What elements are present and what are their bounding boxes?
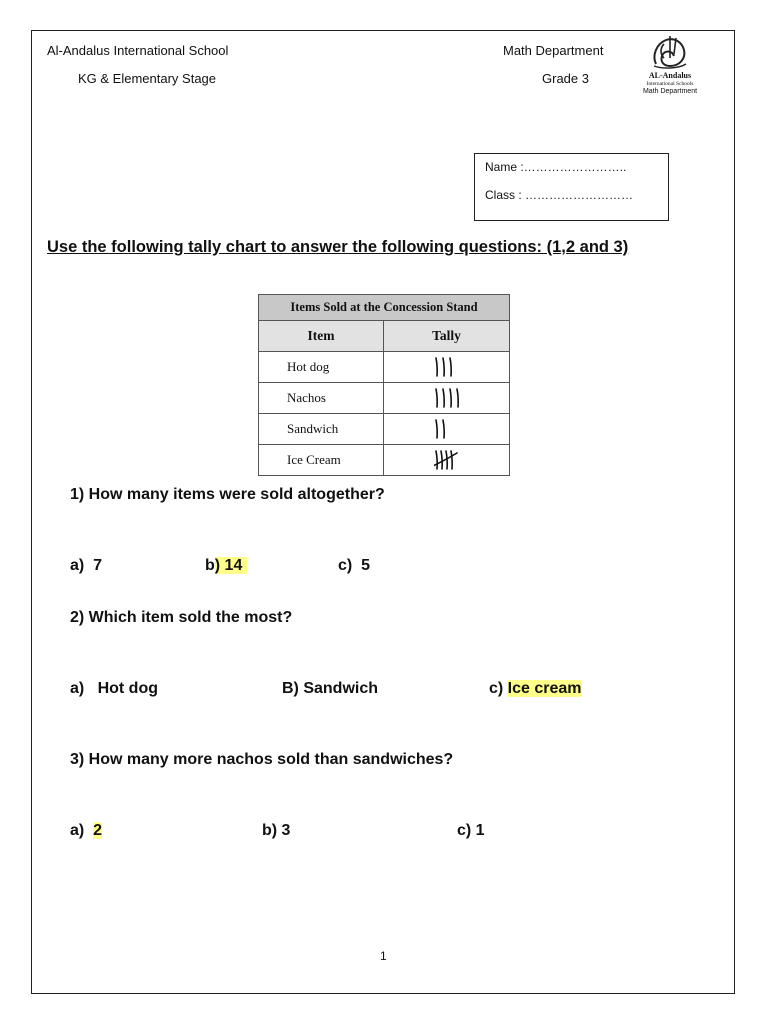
tally-stroke	[441, 451, 442, 469]
question-2: 2) Which item sold the most?	[70, 609, 293, 626]
school-logo	[636, 34, 704, 98]
q1-option-b[interactable]	[205, 557, 247, 575]
tally-stroke	[457, 389, 458, 407]
name-field[interactable]: Name :……………………..	[485, 160, 627, 174]
tally-stroke	[436, 389, 437, 407]
option-prefix: B)	[282, 680, 304, 697]
tally-marks	[434, 355, 494, 379]
department-name: Math Department	[503, 43, 604, 58]
option-answer: 5	[361, 557, 371, 574]
option-answer: 7	[93, 557, 103, 574]
table-row	[259, 352, 510, 383]
question-3: 3) How many more nachos sold than sandwiches?	[70, 751, 454, 768]
q2-option-a[interactable]	[70, 680, 158, 698]
school-name: Al-Andalus International School	[47, 43, 229, 58]
option-prefix: b)	[262, 822, 282, 839]
tally-stroke	[443, 358, 444, 376]
q1-option-a[interactable]	[70, 557, 102, 575]
column-header-item: Item	[259, 321, 384, 352]
option-answer: Hot dog	[97, 680, 158, 697]
tally-marks	[434, 448, 494, 472]
tally-stroke	[436, 420, 437, 438]
logo-name: AL-Andalus	[648, 71, 692, 80]
option-prefix: c)	[457, 822, 476, 839]
item-label: Hot dog	[259, 352, 384, 383]
item-label: Nachos	[259, 383, 384, 414]
option-answer: 3	[281, 822, 291, 839]
tally-stroke	[443, 389, 444, 407]
tally-stroke	[443, 420, 444, 438]
table-row	[259, 445, 510, 476]
tally-marks	[434, 386, 494, 410]
item-label: Ice Cream	[259, 445, 384, 476]
page-number: 1	[380, 949, 387, 963]
option-prefix: b	[205, 557, 215, 574]
option-answer: 1	[475, 822, 485, 839]
q3-option-b[interactable]	[262, 822, 290, 840]
q1-option-c[interactable]	[338, 557, 370, 575]
question-1: 1) How many items were sold altogether?	[70, 486, 385, 503]
student-info-box	[474, 153, 669, 221]
tally-stroke	[436, 451, 437, 469]
instruction-heading: Use the following tally chart to answer the following questions: (1,2 and 3)	[47, 238, 629, 256]
tally-stroke	[450, 389, 451, 407]
option-answer-highlighted: Ice cream	[507, 680, 582, 697]
option-answer-highlighted: 2	[93, 822, 103, 839]
option-answer-highlighted: ) 14	[214, 557, 247, 574]
logo-subtitle: International Schools	[646, 81, 694, 87]
item-label: Sandwich	[259, 414, 384, 445]
tally-marks	[434, 417, 494, 441]
logo-department: Math Department	[642, 88, 698, 95]
table-row	[259, 383, 510, 414]
tally-stroke	[451, 451, 452, 469]
option-prefix: a)	[70, 822, 94, 839]
option-answer: Sandwich	[303, 680, 379, 697]
tally-stroke	[450, 358, 451, 376]
q2-option-b[interactable]	[282, 680, 378, 698]
column-header-tally: Tally	[384, 321, 510, 352]
stage-name: KG & Elementary Stage	[78, 71, 217, 86]
table-row	[259, 414, 510, 445]
tally-chart	[258, 294, 510, 476]
option-prefix: a)	[70, 557, 94, 574]
option-prefix: a)	[70, 680, 98, 697]
grade-label: Grade 3	[542, 71, 589, 86]
option-prefix: c)	[489, 680, 508, 697]
tally-stroke	[436, 358, 437, 376]
q3-option-c[interactable]	[457, 822, 485, 840]
q3-option-a[interactable]	[70, 822, 102, 840]
calligraphy-emblem-icon	[650, 34, 690, 70]
class-field[interactable]: Class : ………………………	[485, 188, 634, 202]
option-prefix: c)	[338, 557, 362, 574]
q2-option-c[interactable]	[489, 680, 582, 698]
chart-title: Items Sold at the Concession Stand	[259, 295, 510, 321]
